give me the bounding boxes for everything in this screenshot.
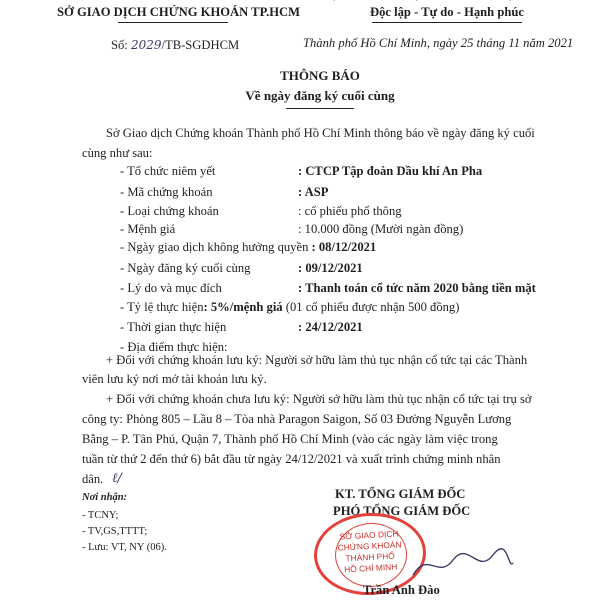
place2-line-3: Bằng – P. Tân Phú, Quận 7, Thành phố Hồ Chí Minh (vào các ngày làm việc trong xyxy=(82,432,498,446)
handwritten-initials: ℓ∕ xyxy=(112,471,122,486)
motto: Độc lập - Tự do - Hạnh phúc xyxy=(370,5,524,19)
detail-value: : CTCP Tập đoàn Dầu khí An Pha xyxy=(298,164,483,178)
place2-line-2: công ty: Phòng 805 – Lầu 8 – Tòa nhà Paragon Saigon, Số 03 Đường Nguyễn Lương xyxy=(82,412,512,426)
signature-role: PHÓ TỔNG GIÁM ĐỐC xyxy=(333,504,471,518)
detail-value: : 10.000 đồng (Mười ngàn đồng) xyxy=(298,222,464,236)
detail-row-security-type xyxy=(120,204,402,219)
header-left-top-partial xyxy=(112,0,238,1)
org-underline xyxy=(118,22,228,23)
detail-value: : 08/12/2021 xyxy=(311,240,377,254)
detail-value-bold: : 5%/mệnh giá xyxy=(203,300,283,314)
detail-row-par-value xyxy=(120,222,464,237)
detail-value: : ASP xyxy=(298,185,329,199)
handwritten-signature xyxy=(408,545,518,585)
motto-underline xyxy=(372,22,522,23)
recipient-item: - TCNY; xyxy=(82,510,119,521)
org-name: SỞ GIAO DỊCH CHỨNG KHOÁN TP.HCM xyxy=(57,5,301,19)
stamp-line: HỒ CHÍ MINH xyxy=(343,561,398,575)
detail-row-payment-date xyxy=(120,320,363,335)
detail-label: - Thời gian thực hiện xyxy=(120,320,227,334)
intro-line-2: cùng như sau: xyxy=(82,146,153,160)
detail-row-purpose xyxy=(120,281,536,296)
document-number xyxy=(111,38,239,53)
doc-subtitle: Về ngày đăng ký cuối cùng xyxy=(245,88,395,103)
detail-row-record-date xyxy=(120,261,363,276)
detail-value: : 09/12/2021 xyxy=(298,261,363,275)
detail-label: - Địa điểm thực hiện: xyxy=(120,340,228,354)
detail-label: - Mệnh giá xyxy=(120,222,176,236)
intro-line-1: Sở Giao dịch Chứng khoán Thành phố Hồ Chí Minh thông báo về ngày đăng ký cuối xyxy=(106,126,535,140)
detail-label: - Loại chứng khoán xyxy=(120,204,219,218)
number-suffix: /TB-SGDHCM xyxy=(161,38,240,52)
detail-row-issuer xyxy=(120,164,483,179)
detail-row-ticker xyxy=(120,185,329,200)
detail-label: - Mã chứng khoán xyxy=(120,185,213,199)
place1-line-2: viên lưu ký nơi mở tài khoản lưu ký. xyxy=(82,372,267,386)
detail-value-rest: (01 cổ phiếu được nhận 500 đồng) xyxy=(282,300,460,314)
detail-row-ex-date xyxy=(120,240,376,255)
detail-label: - Tỷ lệ thực hiện xyxy=(120,300,204,314)
recipients-title: Nơi nhận: xyxy=(82,492,128,503)
stamp-line: THÀNH PHỐ xyxy=(345,550,396,564)
detail-label: - Lý do và mục đích xyxy=(120,281,222,295)
recipient-item: - TV,GS,TTTT; xyxy=(82,526,148,537)
number-handwritten: 2029 xyxy=(130,38,162,52)
place2-line-5: dân. xyxy=(82,472,104,486)
detail-label: - Tổ chức niêm yết xyxy=(120,164,216,178)
stamp-line: SỞ GIAO DỊCH xyxy=(339,528,399,542)
signature-kt: KT. TỔNG GIÁM ĐỐC xyxy=(335,487,466,501)
detail-value: : Thanh toán cổ tức năm 2020 bằng tiền mặt xyxy=(298,281,536,295)
number-prefix: Số: xyxy=(111,38,128,52)
place1-line-1: + Đối với chứng khoán lưu ký: Người sở hữu làm thủ tục nhận cổ tức tại các Thành xyxy=(106,353,528,367)
header-right-top-partial xyxy=(322,0,550,1)
place2-line-1: + Đối với chứng khoán chưa lưu ký: Người sở hữu làm thủ tục nhận cổ tức tại trụ sở xyxy=(106,392,532,406)
detail-value: : 24/12/2021 xyxy=(298,320,363,334)
place-date: Thành phố Hồ Chí Minh, ngày 25 tháng 11 năm 2021 xyxy=(303,36,574,50)
stamp-line: CHỨNG KHOÁN xyxy=(337,539,402,553)
detail-label: - Ngày đăng ký cuối cùng xyxy=(120,261,251,275)
detail-value: : cổ phiếu phổ thông xyxy=(298,204,402,218)
subtitle-underline xyxy=(286,108,354,109)
detail-row-ratio xyxy=(120,300,459,315)
place2-line-4: tuần từ thứ 2 đến thứ 6) bắt đầu từ ngày 24/12/2021 và xuất trình chứng minh nhân xyxy=(82,452,501,466)
detail-label: - Ngày giao dịch không hưởng quyền xyxy=(120,240,309,254)
recipient-item: - Lưu: VT, NY (06). xyxy=(82,542,167,553)
doc-title: THÔNG BÁO xyxy=(280,68,360,83)
signer-name: Trần Anh Đào xyxy=(363,583,440,597)
